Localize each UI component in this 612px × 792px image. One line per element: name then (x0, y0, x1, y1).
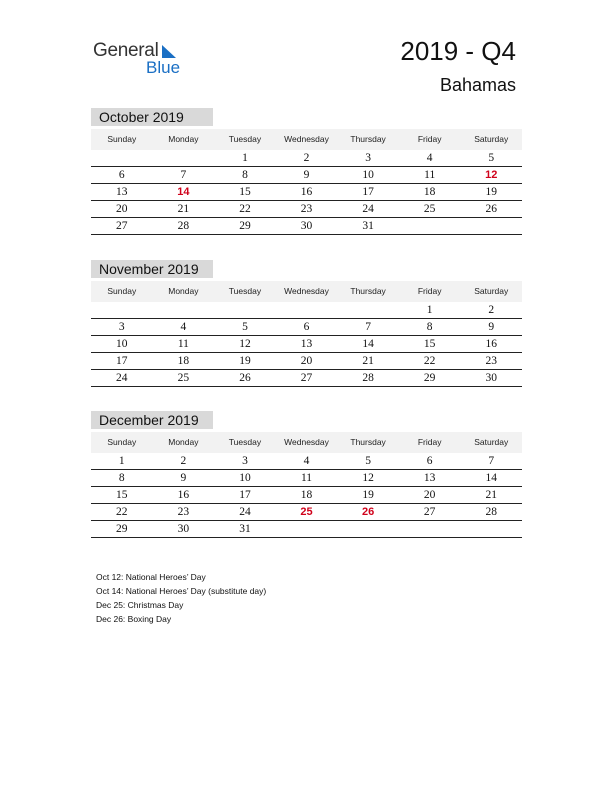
weekday-name: Thursday (350, 437, 386, 447)
day-cell: 28 (485, 506, 497, 518)
day-cell: 8 (242, 169, 248, 181)
day-cell: 5 (488, 152, 495, 164)
day-cell: 7 (365, 321, 371, 333)
weekday-name: Monday (168, 437, 199, 447)
day-cell: 10 (239, 472, 251, 484)
day-cell: 1 (242, 152, 248, 164)
day-cell: 26 (485, 203, 497, 215)
day-cell (276, 302, 338, 318)
logo-general-text: General (93, 40, 159, 61)
day-cell: 30 (300, 220, 313, 232)
day-cell (399, 218, 461, 234)
day-cell: 31 (239, 523, 251, 535)
day-cell: 26 (361, 506, 375, 518)
day-cell: 25 (300, 506, 313, 518)
day-cell: 9 (180, 472, 187, 484)
day-cell: 28 (362, 372, 374, 384)
day-cell: 20 (300, 355, 313, 367)
day-cell: 16 (485, 338, 497, 350)
country-name: Bahamas (439, 75, 516, 95)
day-cell: 18 (177, 355, 190, 367)
day-cell: 28 (177, 220, 190, 232)
day-cell: 16 (177, 489, 190, 501)
day-cell: 29 (116, 523, 128, 535)
week-row (91, 201, 522, 218)
day-cell: 6 (118, 169, 125, 181)
day-cell (460, 521, 522, 537)
day-cell (399, 521, 461, 537)
day-cell: 2 (180, 455, 187, 467)
day-cell: 21 (362, 355, 374, 367)
week-row (91, 353, 522, 370)
weekday-name: Monday (168, 286, 199, 296)
weekday-name: Saturday (474, 286, 509, 296)
weekday-name: Friday (417, 134, 442, 144)
day-cell: 22 (239, 203, 251, 215)
week-row (91, 184, 522, 201)
day-cell: 18 (300, 489, 313, 501)
day-cell: 5 (242, 321, 248, 333)
month-december (91, 411, 522, 538)
day-cell: 4 (180, 321, 187, 333)
day-cell: 14 (362, 338, 374, 350)
day-cell: 14 (485, 472, 497, 484)
day-cell: 21 (485, 489, 497, 501)
day-cell: 8 (426, 321, 433, 333)
weekday-name: Sunday (107, 286, 137, 296)
day-cell: 9 (488, 321, 495, 333)
day-cell: 25 (177, 372, 190, 384)
day-cell: 11 (300, 472, 313, 484)
holiday-note: Oct 12: National Heroes’ Day (96, 572, 206, 582)
week-row (91, 302, 522, 319)
month-label: November 2019 (91, 260, 213, 278)
day-cell: 18 (423, 186, 436, 198)
week-row (91, 167, 522, 184)
day-cell: 22 (423, 355, 436, 367)
week-row (91, 504, 522, 521)
day-cell: 2 (303, 152, 310, 164)
weekday-name: Sunday (107, 437, 137, 447)
day-cell: 20 (423, 489, 436, 501)
week-row (91, 521, 522, 538)
weekday-name: Tuesday (228, 437, 262, 447)
day-cell: 17 (239, 489, 251, 501)
week-row (91, 370, 522, 387)
day-cell: 3 (242, 455, 248, 467)
day-cell: 4 (426, 152, 433, 164)
day-cell: 8 (118, 472, 125, 484)
day-cell: 27 (300, 372, 313, 384)
day-cell: 10 (362, 169, 374, 181)
day-cell (91, 150, 153, 166)
day-cell: 5 (365, 455, 371, 467)
weekday-name: Tuesday (228, 286, 262, 296)
week-row (91, 470, 522, 487)
day-cell: 12 (485, 169, 498, 181)
day-cell: 20 (116, 203, 128, 215)
logo-triangle-icon (162, 45, 176, 59)
day-cell: 6 (426, 455, 433, 467)
day-cell: 11 (424, 169, 436, 181)
weekday-header (91, 129, 522, 150)
day-cell: 15 (423, 338, 436, 350)
weekday-name: Wednesday (284, 437, 329, 447)
day-cell: 1 (426, 304, 433, 316)
day-cell (153, 302, 215, 318)
day-cell: 15 (239, 186, 251, 198)
weekday-name: Tuesday (228, 134, 262, 144)
day-cell: 30 (485, 372, 497, 384)
day-cell: 6 (303, 321, 310, 333)
day-cell: 22 (116, 506, 128, 518)
day-cell: 31 (362, 220, 374, 232)
weekday-name: Saturday (474, 437, 509, 447)
day-cell: 27 (423, 506, 436, 518)
week-row (91, 336, 522, 353)
day-cell: 17 (116, 355, 128, 367)
day-cell: 2 (488, 304, 495, 316)
day-cell (337, 521, 399, 537)
day-cell: 25 (423, 203, 436, 215)
holiday-note: Dec 25: Christmas Day (96, 600, 184, 610)
day-cell: 24 (239, 506, 251, 518)
day-cell: 1 (118, 455, 125, 467)
week-row (91, 487, 522, 504)
day-cell: 7 (180, 169, 187, 181)
day-cell: 19 (485, 186, 497, 198)
day-cell: 14 (177, 186, 190, 198)
day-cell: 29 (423, 372, 436, 384)
day-cell: 7 (488, 455, 495, 467)
day-cell: 11 (177, 338, 189, 350)
day-cell (153, 150, 215, 166)
week-row (91, 453, 522, 470)
day-cell: 30 (177, 523, 190, 535)
week-row (91, 319, 522, 336)
month-label: October 2019 (91, 108, 213, 126)
weekday-name: Sunday (107, 134, 137, 144)
day-cell (460, 218, 522, 234)
weekday-name: Wednesday (284, 134, 329, 144)
day-cell: 19 (362, 489, 374, 501)
day-cell (91, 302, 153, 318)
day-cell: 3 (365, 152, 371, 164)
day-cell: 16 (300, 186, 313, 198)
week-row (91, 218, 522, 235)
day-cell: 21 (177, 203, 190, 215)
month-october (91, 108, 522, 235)
day-cell: 29 (239, 220, 251, 232)
weekday-name: Friday (417, 286, 442, 296)
page-title: 2019 - Q4 (400, 36, 516, 66)
weekday-header (91, 432, 522, 453)
holiday-note: Dec 26: Boxing Day (96, 614, 172, 624)
day-cell: 3 (118, 321, 125, 333)
day-cell: 27 (116, 220, 128, 232)
day-cell (214, 302, 276, 318)
day-cell: 24 (362, 203, 374, 215)
day-cell: 19 (239, 355, 251, 367)
brand-logo (93, 40, 193, 78)
day-cell: 15 (116, 489, 128, 501)
day-cell: 12 (239, 338, 251, 350)
day-cell: 23 (300, 203, 313, 215)
weekday-header (91, 281, 522, 302)
day-cell: 26 (239, 372, 251, 384)
day-cell: 13 (300, 338, 313, 350)
weekday-name: Wednesday (284, 286, 329, 296)
logo-blue-text: Blue (146, 58, 181, 77)
month-label: December 2019 (91, 411, 213, 429)
weekday-name: Monday (168, 134, 199, 144)
day-cell: 13 (423, 472, 436, 484)
day-cell: 13 (116, 186, 128, 198)
holiday-note: Oct 14: National Heroes’ Day (substitute day) (96, 586, 267, 596)
day-cell: 9 (303, 169, 310, 181)
weekday-name: Friday (417, 437, 442, 447)
day-cell (276, 521, 338, 537)
weekday-name: Saturday (474, 134, 509, 144)
day-cell (337, 302, 399, 318)
day-cell: 23 (485, 355, 497, 367)
day-cell: 4 (303, 455, 310, 467)
day-cell: 17 (362, 186, 374, 198)
day-cell: 24 (116, 372, 128, 384)
week-row (91, 150, 522, 167)
day-cell: 12 (362, 472, 374, 484)
day-cell: 10 (116, 338, 128, 350)
weekday-name: Thursday (350, 134, 386, 144)
day-cell: 23 (177, 506, 190, 518)
holiday-notes (96, 570, 266, 626)
weekday-name: Thursday (350, 286, 386, 296)
month-november (91, 260, 522, 387)
